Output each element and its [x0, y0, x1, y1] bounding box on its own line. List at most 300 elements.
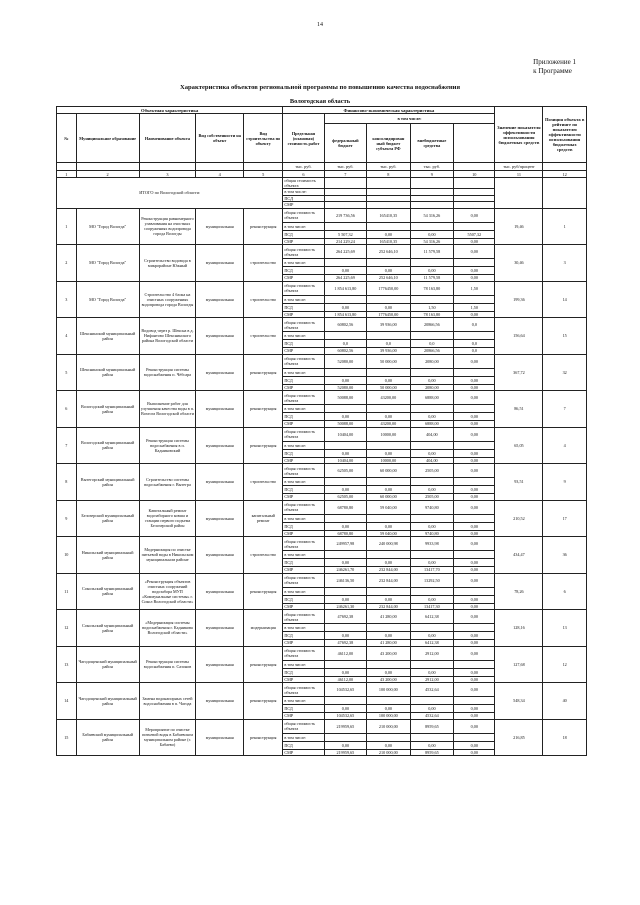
amount-cell: 68780,80: [324, 530, 366, 537]
object-name-cell: Выполнение работ для улучшения качества воды в п. Вохтога Вологодской области: [139, 391, 196, 428]
amount-cell: 5507,32: [454, 230, 495, 238]
cost-line-label: в том числе:: [283, 660, 324, 668]
amount-cell: 54 316,26: [410, 238, 454, 245]
amount-cell: 0,00: [454, 632, 495, 640]
amount-cell: 5 507,32: [324, 230, 366, 238]
summary-line: в том числе:: [283, 189, 324, 196]
ranking-cell: 32: [543, 354, 587, 391]
cost-line-label: ПСД: [283, 632, 324, 640]
object-name-cell: «Реконструкция объектов очистных сооружений водозабора МУП «Коммунальные системы» г. Сокол Вологодской области»: [139, 573, 196, 610]
amount-cell: [324, 259, 366, 267]
cost-line-label: СМР: [283, 640, 324, 647]
cost-line-label: в том числе:: [283, 222, 324, 230]
amount-cell: 0,00: [410, 376, 454, 384]
amount-cell: [410, 660, 454, 668]
amount-cell: 0,00: [454, 749, 495, 756]
amount-cell: 0,00: [454, 705, 495, 713]
amount-cell: [324, 368, 366, 376]
object-name-cell: Реконструкция системы водоснабжения в п. Кадниковский: [139, 427, 196, 464]
amount-cell: [454, 405, 495, 413]
federal-header: федеральный бюджет: [324, 124, 366, 163]
row-number: 6: [57, 391, 77, 428]
amount-cell: 264 225,69: [324, 245, 366, 259]
ownership-cell: муниципальная: [196, 281, 244, 318]
amount-cell: 0,00: [454, 421, 495, 428]
cost-line-label: ПСД: [283, 595, 324, 603]
cost-line-label: в том числе:: [283, 551, 324, 559]
object-name-cell: Водовод через р. Шексна в д. Нифантово Шекснинского района Вологодской области: [139, 318, 196, 355]
amount-cell: 0,00: [454, 676, 495, 683]
amount-cell: 0,00: [410, 413, 454, 421]
amount-cell: 0,00: [367, 668, 411, 676]
ownership-cell: муниципальная: [196, 208, 244, 245]
amount-cell: 4532,64: [410, 683, 454, 697]
amount-cell: 0,00: [367, 230, 411, 238]
municipality-cell: Шекснинский муниципальный район: [76, 318, 139, 355]
efficiency-cell: 434,47: [495, 537, 543, 574]
cost-line-label: СМР: [283, 275, 324, 282]
column-number: 5: [244, 171, 283, 178]
cost-line-label: СМР: [283, 238, 324, 245]
cost-line-label: в том числе:: [283, 368, 324, 376]
cost-line-label: ПСД: [283, 559, 324, 567]
amount-cell: 0,00: [454, 238, 495, 245]
column-number: 10: [454, 171, 495, 178]
page-number: 14: [317, 22, 323, 28]
cost-line-label: общая стоимость объекта: [283, 245, 324, 259]
efficiency-cell: 78,26: [495, 573, 543, 610]
cost-line-label: в том числе:: [283, 624, 324, 632]
amount-cell: 20866,56: [410, 348, 454, 355]
cost-line-label: ПСД: [283, 413, 324, 421]
row-number: 8: [57, 464, 77, 501]
amount-cell: 0,00: [454, 683, 495, 697]
amount-cell: 0,00: [454, 573, 495, 587]
amount-cell: 6888,00: [410, 421, 454, 428]
amount-cell: 0,00: [454, 640, 495, 647]
construction-type-cell: модернизация: [244, 610, 283, 647]
amount-cell: [454, 624, 495, 632]
construction-type-cell: реконструкция: [244, 208, 283, 245]
object-name-cell: Замена водонапорных сетей водоснабжения в п. Чагода: [139, 683, 196, 720]
amount-cell: 62505,00: [324, 464, 366, 478]
amount-cell: 0,00: [454, 537, 495, 551]
amount-cell: 0,00: [454, 457, 495, 464]
amount-cell: 0,0: [454, 348, 495, 355]
row-number: 11: [57, 573, 77, 610]
amount-cell: 0,00: [454, 464, 495, 478]
amount-cell: 232 844,00: [367, 567, 411, 574]
amount-cell: [324, 624, 366, 632]
cost-line-label: общая стоимость объекта: [283, 208, 324, 222]
cost-line-label: ПСД: [283, 340, 324, 348]
column-number: 7: [324, 171, 366, 178]
column-number: 12: [543, 171, 587, 178]
row-number: 2: [57, 245, 77, 282]
amount-cell: 0,00: [454, 567, 495, 574]
municipality-cell: МО "Город Вологда": [76, 208, 139, 245]
ownership-cell: муниципальная: [196, 500, 244, 537]
amount-cell: 0,00: [324, 595, 366, 603]
construction-type-cell: реконструкция: [244, 646, 283, 683]
ranking-cell: 12: [543, 646, 587, 683]
object-name-cell: Модернизация по очистке питьевой воды в Никольском муниципальном районе: [139, 537, 196, 574]
cost-line-label: СМР: [283, 494, 324, 501]
amount-cell: [367, 733, 411, 741]
amount-cell: [367, 332, 411, 340]
cost-line-label: ПСД: [283, 705, 324, 713]
amount-cell: 0,00: [367, 376, 411, 384]
efficiency-cell: 210,52: [495, 500, 543, 537]
amount-cell: 0,0: [367, 340, 411, 348]
object-name-cell: «Модернизация системы водоснабжения г. Кадникова Вологодской области»: [139, 610, 196, 647]
ranking-cell: 4: [543, 427, 587, 464]
row-number: 10: [57, 537, 77, 574]
amount-cell: 1 854 613,80: [324, 281, 366, 295]
amount-cell: 210 000,00: [367, 719, 411, 733]
amount-cell: 60 000,00: [367, 464, 411, 478]
amount-cell: 1,50: [454, 303, 495, 311]
amount-cell: 39 936,00: [367, 318, 411, 332]
amount-cell: 219959,65: [324, 749, 366, 756]
municipality-cell: Белозерский муниципальный район: [76, 500, 139, 537]
amount-cell: [410, 222, 454, 230]
ownership-cell: муниципальная: [196, 464, 244, 501]
amount-cell: [367, 624, 411, 632]
amount-cell: 10404,00: [324, 457, 366, 464]
amount-cell: 249957,98: [324, 537, 366, 551]
amount-cell: 0,00: [454, 275, 495, 282]
construction-type-cell: строительство: [244, 245, 283, 282]
amount-cell: 9933,98: [410, 537, 454, 551]
amount-cell: 0,00: [454, 208, 495, 222]
column-number: 2: [76, 171, 139, 178]
municipality-cell: Вологодский муниципальный район: [76, 427, 139, 464]
amount-cell: 0,00: [367, 486, 411, 494]
amount-cell: 104532,65: [324, 683, 366, 697]
cost-line-label: в том числе:: [283, 259, 324, 267]
unit-offbudget: тыс. руб.: [410, 163, 454, 171]
amount-cell: [454, 441, 495, 449]
municipality-cell: Вытегорский муниципальный район: [76, 464, 139, 501]
efficiency-cell: 199,36: [495, 281, 543, 318]
municipality-cell: МО "Город Вологда": [76, 245, 139, 282]
amount-cell: [324, 441, 366, 449]
amount-cell: [367, 551, 411, 559]
efficiency-cell: 548,34: [495, 683, 543, 720]
ranking-cell: 15: [543, 318, 587, 355]
ranking-header: Позиция объекта в рейтинге по показателю эффективности использования бюджетных средств: [543, 107, 587, 163]
consolidated-header: консолидирован ный бюджет субъекта РФ: [367, 124, 411, 163]
amount-cell: 46112,00: [324, 646, 366, 660]
amount-cell: [410, 587, 454, 595]
construction-type-cell: реконструкция: [244, 719, 283, 756]
object-name-cell: Реконструкция системы водоснабжения п. Чёбсара: [139, 354, 196, 391]
amount-cell: 0,00: [324, 632, 366, 640]
amount-cell: 62505,00: [324, 494, 366, 501]
table-row: [57, 245, 587, 259]
table-row: [57, 610, 587, 624]
ranking-cell: 14: [543, 281, 587, 318]
construction-type-cell: строительство: [244, 464, 283, 501]
amount-cell: 0,00: [367, 705, 411, 713]
amount-cell: [367, 222, 411, 230]
amount-cell: 0,00: [324, 668, 366, 676]
amount-cell: 0,00: [454, 267, 495, 275]
object-name-header: Наименование объекта: [139, 114, 196, 163]
amount-cell: 54 316,26: [410, 208, 454, 222]
amount-cell: 219 736,56: [324, 208, 366, 222]
amount-cell: [367, 660, 411, 668]
amount-cell: 0,00: [367, 267, 411, 275]
amount-cell: 246261,70: [324, 567, 366, 574]
efficiency-cell: 128,16: [495, 610, 543, 647]
amount-cell: [324, 587, 366, 595]
amount-cell: 1,50: [410, 303, 454, 311]
cost-line-label: СМР: [283, 749, 324, 756]
amount-cell: 100 000,00: [367, 713, 411, 720]
cost-line-label: в том числе:: [283, 733, 324, 741]
cost-line-label: общая стоимость объекта: [283, 318, 324, 332]
amount-cell: 0,00: [454, 486, 495, 494]
cost-line-label: СМР: [283, 311, 324, 318]
efficiency-cell: 367,72: [495, 354, 543, 391]
summary-line: общая стоимость объекта: [283, 178, 324, 189]
amount-cell: [367, 587, 411, 595]
cost-line-label: СМР: [283, 457, 324, 464]
amount-cell: 41 280,00: [367, 640, 411, 647]
cost-line-label: в том числе:: [283, 478, 324, 486]
amount-cell: 50088,00: [324, 391, 366, 405]
amount-cell: 0,00: [367, 595, 411, 603]
appendix-note: [533, 58, 576, 76]
amount-cell: 0,00: [367, 522, 411, 530]
amount-cell: 0,0: [454, 318, 495, 332]
amount-cell: 0,00: [454, 494, 495, 501]
amount-cell: 78 163,80: [410, 281, 454, 295]
construction-type-cell: строительство: [244, 537, 283, 574]
cost-line-label: в том числе:: [283, 295, 324, 303]
amount-cell: 0,00: [410, 741, 454, 749]
objects-table: [56, 106, 587, 756]
amount-cell: 1776450,00: [367, 311, 411, 318]
amount-cell: 0,00: [410, 632, 454, 640]
cost-line-label: общая стоимость объекта: [283, 500, 324, 514]
amount-cell: 50 000,00: [367, 384, 411, 391]
table-row: [57, 573, 587, 587]
cost-line-label: в том числе:: [283, 332, 324, 340]
amount-cell: [454, 514, 495, 522]
amount-cell: 165410,35: [367, 238, 411, 245]
municipality-cell: Бабаевский муниципальный район: [76, 719, 139, 756]
amount-cell: [454, 733, 495, 741]
cost-line-label: СМР: [283, 530, 324, 537]
cost-header: Предельная (плановая) стоимость работ: [283, 114, 324, 163]
amount-cell: 0,00: [454, 646, 495, 660]
document-title: Характеристика объектов региональной программы по повышению качества водоснабжения: [179, 84, 461, 91]
cost-line-label: СМР: [283, 713, 324, 720]
amount-cell: 0,00: [454, 311, 495, 318]
construction-type-cell: реконструкция: [244, 427, 283, 464]
municipality-cell: Сокольский муниципальный район: [76, 573, 139, 610]
table-row: [57, 500, 587, 514]
summary-line: СМР: [283, 202, 324, 209]
municipality-cell: Вологодский муниципальный район: [76, 391, 139, 428]
amount-cell: [367, 441, 411, 449]
cost-line-label: общая стоимость объекта: [283, 610, 324, 624]
amount-cell: 0,00: [454, 741, 495, 749]
cost-line-label: ПСД: [283, 741, 324, 749]
amount-cell: 2080,00: [410, 384, 454, 391]
amount-cell: 0,00: [324, 741, 366, 749]
amount-cell: [410, 441, 454, 449]
ownership-cell: муниципальная: [196, 391, 244, 428]
amount-cell: [367, 514, 411, 522]
cost-line-label: общая стоимость объекта: [283, 719, 324, 733]
amount-cell: 1 854 613,80: [324, 311, 366, 318]
object-name-cell: Реконструкция системы водоснабжения п. Сазонов: [139, 646, 196, 683]
ranking-cell: 7: [543, 391, 587, 428]
amount-cell: 0,00: [410, 559, 454, 567]
cost-line-label: ПСД: [283, 668, 324, 676]
amount-cell: [324, 514, 366, 522]
amount-cell: [454, 660, 495, 668]
cost-line-label: ПСД: [283, 486, 324, 494]
column-number: 6: [283, 171, 324, 178]
amount-cell: 0,00: [324, 449, 366, 457]
amount-cell: 0,00: [454, 449, 495, 457]
amount-cell: 52080,00: [324, 384, 366, 391]
amount-cell: 59 040,00: [367, 530, 411, 537]
amount-cell: 0,00: [410, 230, 454, 238]
amount-cell: 4532,64: [410, 713, 454, 720]
summary-label: ИТОГО по Вологодской области:: [57, 178, 283, 209]
cost-line-label: общая стоимость объекта: [283, 683, 324, 697]
table-row: [57, 354, 587, 368]
cost-line-label: общая стоимость объекта: [283, 391, 324, 405]
cost-line-label: СМР: [283, 567, 324, 574]
amount-cell: [454, 697, 495, 705]
municipality-cell: Чагодощенский муниципальный район: [76, 683, 139, 720]
amount-cell: 0,00: [454, 559, 495, 567]
efficiency-header: Значение показателя эффективности использования бюджетных средств: [495, 107, 543, 163]
construction-type-cell: реконструкция: [244, 573, 283, 610]
cost-line-label: общая стоимость объекта: [283, 537, 324, 551]
amount-cell: 10000,00: [367, 427, 411, 441]
amount-cell: [324, 478, 366, 486]
ownership-cell: муниципальная: [196, 354, 244, 391]
efficiency-cell: 30,46: [495, 245, 543, 282]
amount-cell: 0,00: [410, 486, 454, 494]
ownership-cell: муниципальная: [196, 719, 244, 756]
municipality-cell: Сокольский муниципальный район: [76, 610, 139, 647]
cost-line-label: СМР: [283, 384, 324, 391]
column-number: 1: [57, 171, 77, 178]
amount-cell: 0,00: [454, 245, 495, 259]
cost-line-label: ПСД: [283, 449, 324, 457]
amount-cell: 0,00: [367, 559, 411, 567]
amount-cell: [410, 551, 454, 559]
construction-type-header: Вид строительства по объекту: [244, 114, 283, 163]
amount-cell: [410, 259, 454, 267]
amount-cell: 2505,00: [410, 494, 454, 501]
amount-cell: 39 936,00: [367, 348, 411, 355]
amount-cell: 46112,00: [324, 676, 366, 683]
amount-cell: [410, 295, 454, 303]
amount-cell: 78 163,80: [410, 311, 454, 318]
no-header: №: [57, 114, 77, 163]
row-number: 13: [57, 646, 77, 683]
amount-cell: [454, 587, 495, 595]
amount-cell: 60 000,00: [367, 494, 411, 501]
amount-cell: 2912,00: [410, 676, 454, 683]
cost-line-label: общая стоимость объекта: [283, 646, 324, 660]
unit-federal: тыс. руб.: [324, 163, 366, 171]
appendix-line-2: к Программе: [533, 67, 572, 75]
amount-cell: 100 000,00: [367, 683, 411, 697]
efficiency-cell: 127,68: [495, 646, 543, 683]
amount-cell: 50 000,00: [367, 354, 411, 368]
column-number: 11: [495, 171, 543, 178]
row-number: 1: [57, 208, 77, 245]
cost-line-label: в том числе:: [283, 514, 324, 522]
amount-cell: 0,00: [367, 741, 411, 749]
amount-cell: 2505,00: [410, 464, 454, 478]
object-name-cell: Мероприятие по очистке питьевой воды в Бабаевском муниципальном районе (г. Бабаево): [139, 719, 196, 756]
column-number: 9: [410, 171, 454, 178]
amount-cell: 210 000,00: [367, 749, 411, 756]
amount-cell: [410, 624, 454, 632]
amount-cell: [410, 514, 454, 522]
amount-cell: 13417,70: [410, 567, 454, 574]
amount-cell: 13417,30: [410, 603, 454, 610]
cost-line-label: СМР: [283, 676, 324, 683]
amount-cell: [367, 478, 411, 486]
ranking-cell: 36: [543, 537, 587, 574]
amount-cell: 10000,00: [367, 457, 411, 464]
unit-cost: тыс. руб.: [283, 163, 324, 171]
amount-cell: [410, 478, 454, 486]
amount-cell: [410, 368, 454, 376]
cost-line-label: общая стоимость объекта: [283, 281, 324, 295]
amount-cell: [324, 697, 366, 705]
amount-cell: 0,00: [454, 610, 495, 624]
amount-cell: 59 040,00: [367, 500, 411, 514]
row-number: 14: [57, 683, 77, 720]
amount-cell: 0,00: [324, 559, 366, 567]
amount-cell: 8959,65: [410, 719, 454, 733]
amount-cell: 68780,80: [324, 500, 366, 514]
cost-line-label: ПСД: [283, 230, 324, 238]
amount-cell: 0,00: [454, 713, 495, 720]
amount-cell: [410, 733, 454, 741]
amount-cell: 50088,00: [324, 421, 366, 428]
ownership-cell: муниципальная: [196, 610, 244, 647]
offbudget-header: внебюджетные средства: [410, 124, 454, 163]
amount-cell: [454, 478, 495, 486]
appendix-line-1: Приложение 1: [533, 58, 576, 66]
cost-line-label: в том числе:: [283, 441, 324, 449]
amount-cell: 47692,38: [324, 640, 366, 647]
row-number: 4: [57, 318, 77, 355]
amount-cell: 2080,00: [410, 354, 454, 368]
amount-cell: 0,00: [454, 427, 495, 441]
municipality-cell: Никольский муниципальный район: [76, 537, 139, 574]
group-object-header: Объектная характеристика: [57, 107, 283, 114]
amount-cell: 0,00: [454, 354, 495, 368]
amount-cell: 0,00: [324, 376, 366, 384]
amount-cell: 6888,00: [410, 391, 454, 405]
